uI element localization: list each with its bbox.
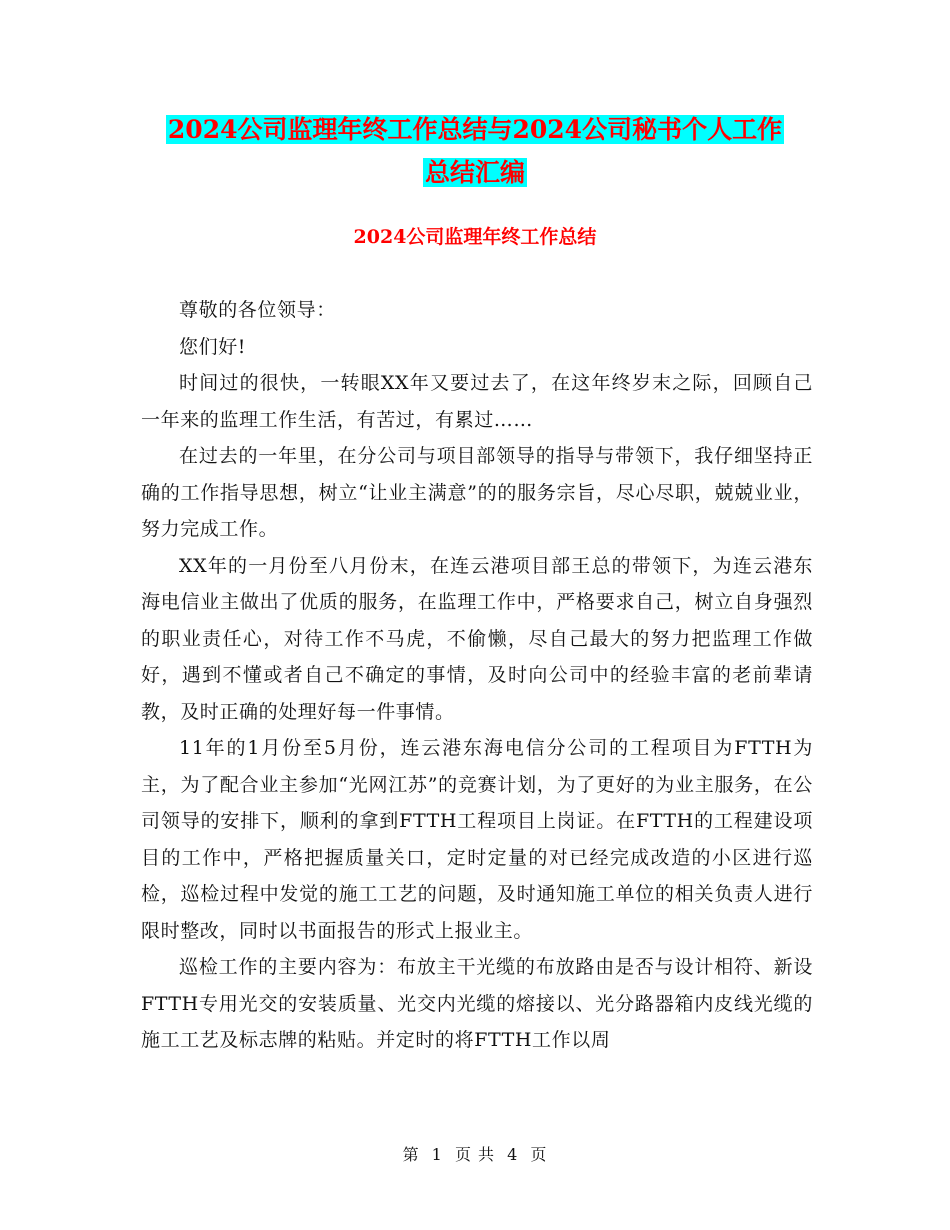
page-footer: [0, 1143, 950, 1167]
paragraph: 11年的1月份至5月份，连云港东海电信分公司的工程项目为FTTH为主，为了配合业主参加“光网江苏”的竞赛计划，为了更好的为业主服务，在公司领导的安排下，顺利的拿到FTTH工程项目上岗证。在FTTH的工程建设项目的工作中，严格把握质量关口，定时定量的对已经完成改造的小区进行巡检，巡检过程中发觉的施工工艺的问题，及时通知施工单位的相关负责人进行限时整改，同时以书面报告的形式上报业主。: [141, 737, 813, 942]
footer-prefix: 第: [402, 1145, 420, 1164]
document-title-line-1: [0, 110, 950, 150]
body-text: [141, 292, 813, 1059]
footer-middle: 页 共: [454, 1145, 496, 1164]
paragraph: 在过去的一年里，在分公司与项目部领导的指导与带领下，我仔细坚持正确的工作指导思想，树立“让业主满意”的的服务宗旨，尽心尽职，兢兢业业，努力完成工作。: [141, 445, 813, 540]
paragraph: 巡检工作的主要内容为：布放主干光缆的布放路由是否与设计相符、新设FTTH专用光交的安装质量、光交内光缆的熔接以、光分路器箱内皮线光缆的施工工艺及标志牌的粘贴。并定时的将FTTH工作以周: [141, 956, 813, 1051]
paragraph: XX年的一月份至八月份末，在连云港项目部王总的带领下，为连云港东海电信业主做出了优质的服务，在监理工作中，严格要求自己，树立自身强烈的职业责任心，对待工作不马虎，不偷懒，尽自己最大的努力把监理工作做好，遇到不懂或者自己不确定的事情，及时向公司中的经验丰富的老前辈请教，及时正确的处理好每一件事情。: [141, 554, 813, 723]
section-title: 2024公司监理年终工作总结: [353, 226, 597, 248]
document-title-line-1-text: 2024公司监理年终工作总结与2024公司秘书个人工作: [167, 115, 783, 144]
document-title-line-2: [0, 153, 950, 193]
paragraph: 时间过的很快，一转眼XX年又要过去了，在这年终岁末之际，回顾自己一年来的监理工作生活，有苦过，有累过……: [141, 372, 813, 431]
footer-suffix: 页: [530, 1145, 548, 1164]
paragraph-salutation: 尊敬的各位领导：: [179, 299, 336, 321]
document-title-line-2-text: 总结汇编: [424, 158, 525, 187]
footer-page-number: 1: [431, 1145, 443, 1164]
footer-total-pages: 4: [507, 1145, 519, 1164]
paragraph-greeting: 您们好!: [179, 335, 247, 358]
